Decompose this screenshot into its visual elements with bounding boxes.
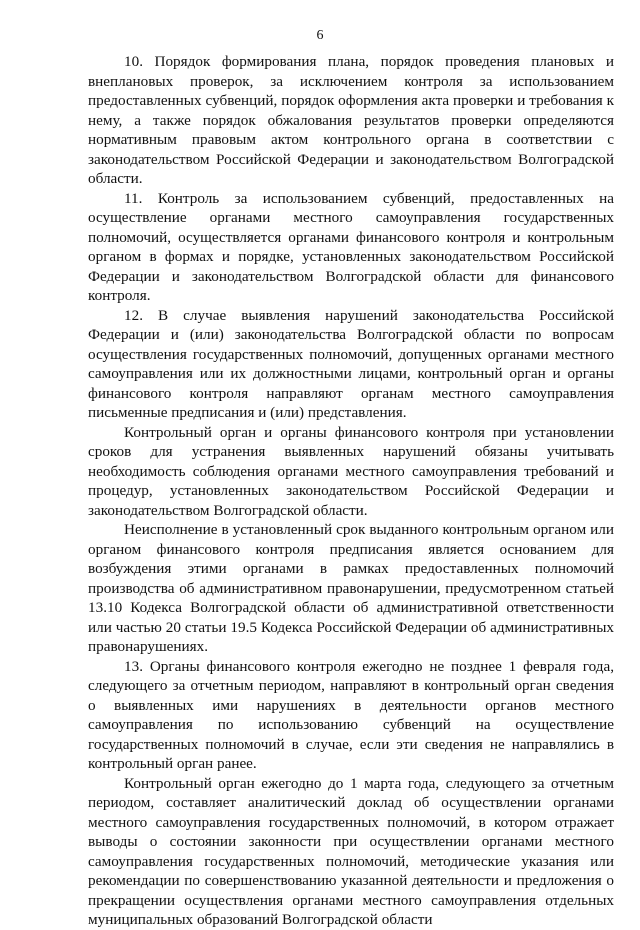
paragraph-12: 12. В случае выявления нарушений законодательства Российской Федерации и (или) законодательства Волгоградской области по вопросам осуществления государственных полномочий, допущенных органами местного самоуправления или их должностными лицами, контрольный орган и органы финансового контроля направляют органам местного самоуправления письменные предписания и (или) представления. bbox=[88, 306, 614, 421]
paragraph-13-analytical-report: Контрольный орган ежегодно до 1 марта года, следующего за отчетным периодом, составляет аналитический доклад об осуществлении органами местного самоуправления государственных полномочий, в котором отражает выводы о состоянии законности при осуществлении органами местного самоуправления государственных полномочий, методические указания или рекомендации по совершенствованию указанной деятельности и предложения о прекращении осуществления органами местного самоуправления отдельных муниципальных образований Волгоградской области bbox=[88, 774, 614, 928]
paragraph-12-deadlines: Контрольный орган и органы финансового контроля при установлении сроков для устранения выявленных нарушений обязаны учитывать необходимость соблюдения органами местного самоуправления требований и процедур, установленных законодательством Российской Федерации и законодательством Волгоградской области. bbox=[88, 423, 614, 519]
paragraph-11: 11. Контроль за использованием субвенций, предоставленных на осуществление органами местного самоуправления государственных полномочий, осуществляется органами финансового контроля и контрольным органом в формах и порядке, установленных законодательством Российской Федерации и законодательством Волгоградской области для финансового контроля. bbox=[88, 189, 614, 304]
page-number: 6 bbox=[316, 28, 324, 43]
paragraph-12-noncompliance: Неисполнение в установленный срок выданного контрольным органом или органом финансового контроля предписания является основанием для возбуждения этими органами в рамках предоставленных полномочий производства об административном правонарушении, предусмотренном статьей 13.10 Кодекса Волгоградской области об административной ответственности или частью 20 статьи 19.5 Кодекса Российской Федерации об административных правонарушениях. bbox=[88, 521, 614, 655]
paragraph-13: 13. Органы финансового контроля ежегодно не позднее 1 февраля года, следующего за отчетным периодом, направляют в контрольный орган сведения о выявленных ими нарушениях в деятельности органов местного самоуправления по использованию субвенций на осуществление государственных полномочий в случае, если эти сведения не направлялись в контрольный орган ранее. bbox=[88, 657, 614, 772]
document-body bbox=[88, 52, 614, 930]
paragraph-10: 10. Порядок формирования плана, порядок проведения плановых и внеплановых проверок, за исключением контроля за использованием предоставленных субвенций, порядок оформления акта проверки и требования к нему, а также порядок обжалования результатов проверки определяются нормативным правовым актом контрольного органа в соответствии с законодательством Российской Федерации и законодательством Волгоградской области. bbox=[88, 53, 614, 187]
